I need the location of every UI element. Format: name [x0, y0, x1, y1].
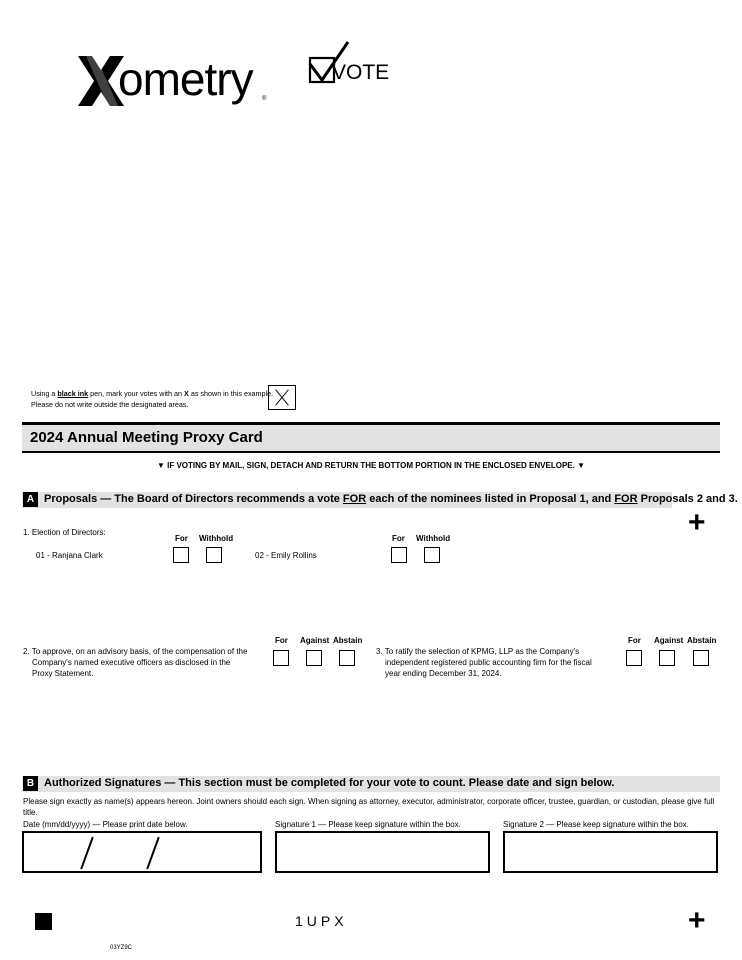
- col-withhold-2: Withhold: [416, 534, 451, 543]
- nominee-02-for-checkbox[interactable]: [391, 547, 407, 563]
- proposal-3-text: 3. To ratify the selection of KPMG, LLP as the Company's independent registered public accounting firm for the fiscal year ending December 31, 2024.: [376, 647, 592, 678]
- nominee-02: 02 - Emily Rollins: [255, 551, 317, 560]
- nominee-01-for-checkbox[interactable]: [173, 547, 189, 563]
- signature-2-label: Signature 2 — Please keep signature within the box.: [503, 820, 689, 829]
- registration-plus-top: +: [688, 506, 706, 539]
- proposal-2-text: 2. To approve, on an advisory basis, of the compensation of the Company's named executive officers as disclosed in the Proxy Statement.: [23, 647, 248, 678]
- registration-plus-bottom: +: [688, 904, 706, 937]
- date-field[interactable]: [22, 831, 262, 873]
- signature-1-field[interactable]: [275, 831, 490, 873]
- vote-logo: [308, 40, 390, 86]
- page-title: 2024 Annual Meeting Proxy Card: [30, 429, 263, 446]
- form-id-code: 03YZ9C: [110, 945, 133, 951]
- col-for-1: For: [175, 534, 188, 543]
- proposal-3-against-checkbox[interactable]: [659, 650, 675, 666]
- section-a-letter: A: [23, 492, 38, 507]
- date-separator-1: [80, 837, 93, 869]
- proposal-3-abstain-checkbox[interactable]: [693, 650, 709, 666]
- date-label: Date (mm/dd/yyyy) — Please print date below.: [23, 820, 188, 829]
- section-b-letter: B: [23, 776, 38, 791]
- nominee-01: 01 - Ranjana Clark: [36, 551, 103, 560]
- proposal-3-col-for: For: [628, 636, 641, 645]
- form-code-upx: 1UPX: [295, 913, 348, 929]
- nominee-02-withhold-checkbox[interactable]: [424, 547, 440, 563]
- col-withhold-1: Withhold: [199, 534, 234, 543]
- proposal-3-col-abstain: Abstain: [687, 636, 717, 645]
- marking-instructions: Using a black ink pen, mark your votes with an X as shown in this example. Please do not write outside the designated areas.: [31, 389, 274, 409]
- proposal-3-for-checkbox[interactable]: [626, 650, 642, 666]
- signature-2-field[interactable]: [503, 831, 718, 873]
- nominee-01-withhold-checkbox[interactable]: [206, 547, 222, 563]
- section-b-title: Authorized Signatures — This section must be completed for your vote to count. Please date and sign below.: [44, 777, 615, 789]
- proposal-2-col-for: For: [275, 636, 288, 645]
- proposal-2-for-checkbox[interactable]: [273, 650, 289, 666]
- date-separator-2: [146, 837, 159, 869]
- election-label: 1. Election of Directors:: [23, 528, 106, 537]
- col-for-2: For: [392, 534, 405, 543]
- proposal-2-col-abstain: Abstain: [333, 636, 363, 645]
- brand-name: ometry: [118, 53, 253, 105]
- proposal-2-abstain-checkbox[interactable]: [339, 650, 355, 666]
- section-a-title: Proposals — The Board of Directors recommends a vote FOR each of the nominees listed in Proposal 1, and FOR Proposals 2 and 3.: [44, 493, 738, 505]
- vote-label: VOTE: [332, 61, 390, 84]
- registration-square: [35, 913, 52, 930]
- mail-instructions: ▼ IF VOTING BY MAIL, SIGN, DETACH AND RETURN THE BOTTOM PORTION IN THE ENCLOSED ENVELOPE. ▼: [156, 461, 585, 470]
- proposal-3-col-against: Against: [654, 636, 684, 645]
- brand-registered-mark: ®: [262, 96, 267, 102]
- proposal-2-against-checkbox[interactable]: [306, 650, 322, 666]
- example-x-mark: [268, 385, 296, 410]
- proposal-2-col-against: Against: [300, 636, 330, 645]
- signature-1-label: Signature 1 — Please keep signature within the box.: [275, 820, 461, 829]
- signing-instructions: Please sign exactly as name(s) appears hereon. Joint owners should each sign. When signing as attorney, executor, administrator, corporate officer, trustee, guardian, or custodian, please give full title.: [23, 797, 715, 817]
